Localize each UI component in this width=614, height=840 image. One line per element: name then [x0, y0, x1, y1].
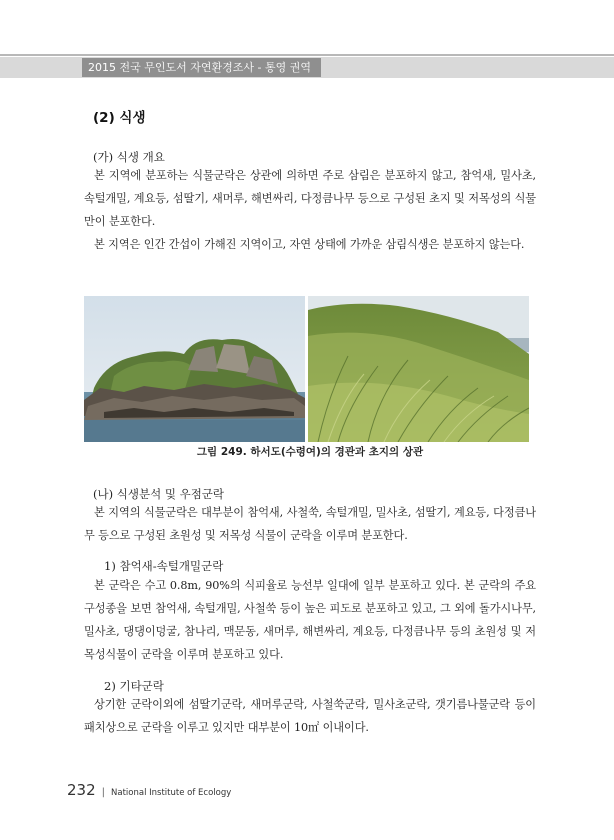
overview-heading: (가) 식생 개요: [93, 150, 165, 164]
page-footer: [67, 780, 231, 799]
community-2-heading: 2) 기타군락: [104, 679, 164, 693]
running-header: 2015 전국 무인도서 자연환경조사 - 통영 권역: [82, 58, 321, 77]
overview-paragraph-2: 본 지역은 인간 간섭이 가해진 지역이고, 자연 상태에 가까운 삼림식생은 분포하지 않는다.: [94, 238, 525, 251]
community-2-paragraph: 상기한 군락이외에 섬딸기군락, 새머루군락, 사철쑥군락, 밀사초군락, 갯기름나물군락 등이 패치상으로 군락을 이루고 있지만 대부분이 10㎡ 이내이다.: [84, 698, 536, 734]
institution-name: National Institute of Ecology: [111, 788, 232, 798]
figure-caption: 그림 249. 하서도(수령여)의 경관과 초지의 상관: [196, 446, 424, 458]
overview-paragraph-1: 본 지역에 분포하는 식물군락은 상관에 의하면 주로 삼림은 분포하지 않고, 참억새, 밀사초, 속털개밀, 계요등, 섬딸기, 새머루, 해변싸리, 다정큼나무 등으로 구성된 초지 및 저목성의 식물만이 분포한다.: [84, 169, 536, 228]
footer-separator: |: [101, 787, 106, 798]
analysis-paragraph: 본 지역의 식물군락은 대부분이 참억새, 사철쑥, 속털개밀, 밀사초, 섬딸기, 계요등, 다정큼나무 등으로 구성된 초원성 및 저목성 식물이 군락을 이루며 분포한다.: [84, 506, 536, 542]
community-1-paragraph: 본 군락은 수고 0.8m, 90%의 식피율로 능선부 일대에 일부 분포하고 있다. 본 군락의 주요 구성종을 보면 참억새, 속털개밀, 사철쑥 등이 높은 피도로 분포하고 있고, 그 외에 돌가시나무, 밀사초, 댕댕이덩굴, 참나리, 맥문동, 새머루, 해변싸리, 계요등, 다정큼나무 등의 초원성 및 저목성식물이 군락을 이루며 분포하고 있다.: [84, 579, 536, 661]
island-landscape-photo: [84, 296, 305, 442]
grassland-photo: [308, 296, 529, 442]
page-number: 232: [67, 781, 96, 799]
analysis-heading: (나) 식생분석 및 우점군락: [93, 487, 225, 501]
section-title: (2) 식생: [93, 110, 146, 126]
header-rule: [0, 54, 614, 56]
community-1-heading: 1) 참억새-속털개밀군락: [104, 559, 224, 573]
